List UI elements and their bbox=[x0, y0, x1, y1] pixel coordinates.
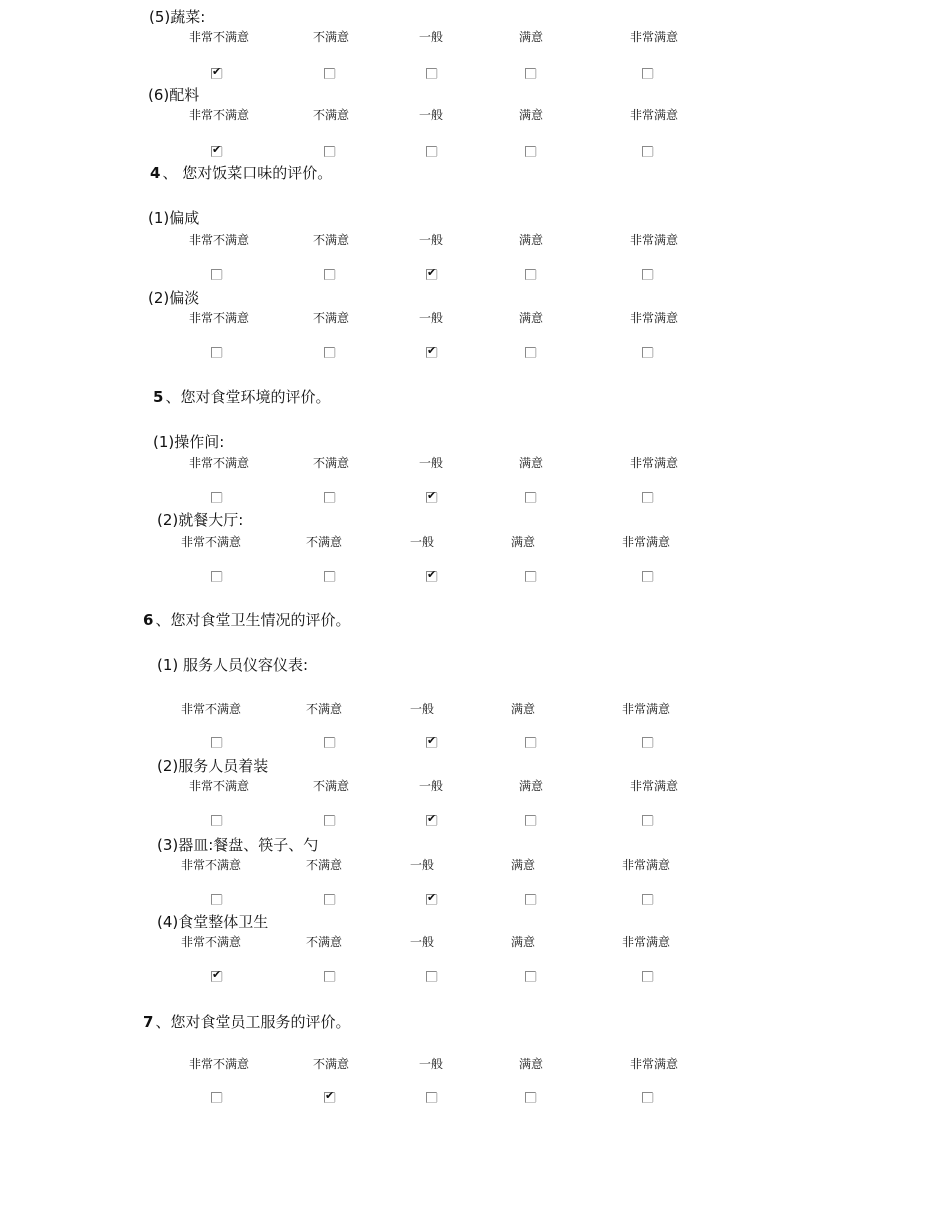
checkmark-icon: ✔ bbox=[427, 812, 437, 825]
option-label: 满意 bbox=[518, 456, 544, 470]
rating-item-title: (2)服务人员着装 bbox=[157, 757, 269, 775]
rating-checkbox[interactable] bbox=[426, 146, 437, 157]
rating-checkbox[interactable] bbox=[426, 344, 437, 358]
option-label: 非常满意 bbox=[629, 311, 679, 325]
checkmark-icon: ✔ bbox=[212, 968, 222, 981]
rating-checkbox[interactable] bbox=[211, 571, 222, 582]
option-label: 不满意 bbox=[305, 535, 343, 549]
option-label: 不满意 bbox=[312, 108, 350, 122]
option-label: 一般 bbox=[418, 233, 444, 247]
option-label: 一般 bbox=[409, 858, 435, 872]
option-label: 不满意 bbox=[312, 456, 350, 470]
rating-checkbox[interactable] bbox=[211, 65, 222, 79]
option-label: 非常不满意 bbox=[188, 311, 250, 325]
question-6-title bbox=[143, 611, 350, 629]
rating-item-title: (2)偏淡 bbox=[148, 289, 200, 307]
rating-checkbox[interactable] bbox=[642, 737, 653, 748]
rating-checkbox[interactable] bbox=[525, 146, 536, 157]
question-text: 您对食堂环境的评价。 bbox=[180, 388, 331, 406]
question-7-title bbox=[143, 1013, 350, 1031]
rating-checkbox[interactable] bbox=[642, 269, 653, 280]
question-text: 您对饭菜口味的评价。 bbox=[182, 164, 333, 182]
checkmark-icon: ✔ bbox=[427, 266, 437, 279]
checkmark-icon: ✔ bbox=[427, 489, 437, 502]
option-label: 一般 bbox=[409, 935, 435, 949]
question-4-title bbox=[150, 164, 332, 182]
option-label: 非常不满意 bbox=[180, 535, 242, 549]
option-label: 满意 bbox=[518, 108, 544, 122]
option-label: 非常不满意 bbox=[188, 233, 250, 247]
option-label: 一般 bbox=[418, 456, 444, 470]
option-label: 非常满意 bbox=[629, 30, 679, 44]
rating-item-title: (6)配料 bbox=[148, 86, 200, 104]
rating-checkbox[interactable] bbox=[426, 891, 437, 905]
option-label: 非常满意 bbox=[621, 535, 671, 549]
rating-checkbox[interactable] bbox=[324, 815, 335, 826]
rating-checkbox[interactable] bbox=[642, 347, 653, 358]
option-label: 不满意 bbox=[305, 935, 343, 949]
rating-checkbox[interactable] bbox=[211, 968, 222, 982]
rating-checkbox[interactable] bbox=[324, 146, 335, 157]
rating-checkbox[interactable] bbox=[642, 1092, 653, 1103]
option-label: 一般 bbox=[409, 535, 435, 549]
rating-item-title: (5)蔬菜: bbox=[149, 8, 206, 26]
rating-item-title: (2)就餐大厅: bbox=[157, 511, 244, 529]
option-label: 不满意 bbox=[305, 702, 343, 716]
checkmark-icon: ✔ bbox=[325, 1089, 335, 1102]
option-label: 满意 bbox=[518, 311, 544, 325]
rating-checkbox[interactable] bbox=[642, 894, 653, 905]
option-label: 非常不满意 bbox=[180, 858, 242, 872]
checkmark-icon: ✔ bbox=[212, 143, 222, 156]
rating-checkbox[interactable] bbox=[211, 143, 222, 157]
rating-checkbox[interactable] bbox=[426, 68, 437, 79]
option-label: 非常满意 bbox=[629, 108, 679, 122]
rating-item-title: (3)器皿:餐盘、筷子、勺 bbox=[157, 836, 319, 854]
option-label: 非常满意 bbox=[629, 1057, 679, 1071]
rating-checkbox[interactable] bbox=[525, 1092, 536, 1103]
question-text: 您对食堂卫生情况的评价。 bbox=[170, 611, 351, 629]
rating-item-title: (1)操作间: bbox=[153, 433, 225, 451]
option-label: 满意 bbox=[518, 779, 544, 793]
option-label: 满意 bbox=[510, 858, 536, 872]
rating-checkbox[interactable] bbox=[211, 347, 222, 358]
question-separator: 、 bbox=[155, 1013, 171, 1031]
option-label: 一般 bbox=[409, 702, 435, 716]
rating-checkbox[interactable] bbox=[525, 347, 536, 358]
option-label: 非常满意 bbox=[621, 702, 671, 716]
option-label: 一般 bbox=[418, 108, 444, 122]
rating-checkbox[interactable] bbox=[426, 971, 437, 982]
rating-checkbox[interactable] bbox=[324, 347, 335, 358]
option-label: 非常不满意 bbox=[188, 456, 250, 470]
checkmark-icon: ✔ bbox=[427, 734, 437, 747]
rating-checkbox[interactable] bbox=[211, 492, 222, 503]
rating-checkbox[interactable] bbox=[211, 815, 222, 826]
rating-checkbox[interactable] bbox=[642, 492, 653, 503]
option-label: 非常满意 bbox=[629, 779, 679, 793]
rating-checkbox[interactable] bbox=[324, 492, 335, 503]
option-label: 满意 bbox=[518, 1057, 544, 1071]
rating-item-title: (4)食堂整体卫生 bbox=[157, 913, 269, 931]
checkmark-icon: ✔ bbox=[212, 65, 222, 78]
rating-checkbox[interactable] bbox=[324, 971, 335, 982]
rating-item-title: (1) 服务人员仪容仪表: bbox=[157, 656, 309, 674]
rating-checkbox[interactable] bbox=[525, 68, 536, 79]
option-label: 不满意 bbox=[305, 858, 343, 872]
option-label: 不满意 bbox=[312, 233, 350, 247]
option-label: 不满意 bbox=[312, 30, 350, 44]
rating-checkbox[interactable] bbox=[211, 894, 222, 905]
question-number: 5 bbox=[153, 388, 164, 406]
rating-checkbox[interactable] bbox=[426, 812, 437, 826]
question-number: 4 bbox=[150, 164, 161, 182]
checkmark-icon: ✔ bbox=[427, 344, 437, 357]
option-label: 非常不满意 bbox=[188, 1057, 250, 1071]
question-separator: 、 bbox=[162, 164, 183, 182]
rating-checkbox[interactable] bbox=[211, 737, 222, 748]
rating-checkbox[interactable] bbox=[642, 68, 653, 79]
rating-checkbox[interactable] bbox=[525, 894, 536, 905]
rating-checkbox[interactable] bbox=[211, 269, 222, 280]
option-label: 非常不满意 bbox=[180, 702, 242, 716]
rating-checkbox[interactable] bbox=[642, 815, 653, 826]
rating-checkbox[interactable] bbox=[426, 1092, 437, 1103]
rating-item-title: (1)偏咸 bbox=[148, 209, 200, 227]
rating-checkbox[interactable] bbox=[642, 146, 653, 157]
rating-checkbox[interactable] bbox=[525, 815, 536, 826]
option-label: 一般 bbox=[418, 1057, 444, 1071]
rating-checkbox[interactable] bbox=[525, 269, 536, 280]
question-separator: 、 bbox=[165, 388, 181, 406]
option-label: 一般 bbox=[418, 30, 444, 44]
option-label: 非常满意 bbox=[629, 456, 679, 470]
rating-checkbox[interactable] bbox=[525, 571, 536, 582]
option-label: 不满意 bbox=[312, 779, 350, 793]
checkmark-icon: ✔ bbox=[427, 891, 437, 904]
rating-checkbox[interactable] bbox=[211, 1092, 222, 1103]
option-label: 非常满意 bbox=[621, 858, 671, 872]
question-5-title bbox=[153, 388, 330, 406]
question-separator: 、 bbox=[155, 611, 171, 629]
rating-checkbox[interactable] bbox=[642, 571, 653, 582]
option-label: 非常满意 bbox=[629, 233, 679, 247]
option-label: 非常满意 bbox=[621, 935, 671, 949]
rating-checkbox[interactable] bbox=[426, 734, 437, 748]
option-label: 非常不满意 bbox=[188, 108, 250, 122]
option-label: 一般 bbox=[418, 311, 444, 325]
rating-checkbox[interactable] bbox=[324, 894, 335, 905]
option-label: 不满意 bbox=[312, 1057, 350, 1071]
rating-checkbox[interactable] bbox=[642, 971, 653, 982]
option-label: 满意 bbox=[518, 233, 544, 247]
rating-checkbox[interactable] bbox=[324, 571, 335, 582]
option-label: 满意 bbox=[510, 935, 536, 949]
option-label: 满意 bbox=[518, 30, 544, 44]
rating-checkbox[interactable] bbox=[426, 489, 437, 503]
question-number: 7 bbox=[143, 1013, 154, 1031]
option-label: 非常不满意 bbox=[188, 779, 250, 793]
option-label: 满意 bbox=[510, 535, 536, 549]
rating-checkbox[interactable] bbox=[525, 492, 536, 503]
option-label: 非常不满意 bbox=[188, 30, 250, 44]
option-label: 非常不满意 bbox=[180, 935, 242, 949]
rating-checkbox[interactable] bbox=[324, 269, 335, 280]
rating-checkbox[interactable] bbox=[324, 737, 335, 748]
rating-checkbox[interactable] bbox=[525, 971, 536, 982]
checkmark-icon: ✔ bbox=[427, 568, 437, 581]
rating-checkbox[interactable] bbox=[426, 266, 437, 280]
rating-checkbox[interactable] bbox=[324, 68, 335, 79]
option-label: 一般 bbox=[418, 779, 444, 793]
option-label: 满意 bbox=[510, 702, 536, 716]
option-label: 不满意 bbox=[312, 311, 350, 325]
rating-checkbox[interactable] bbox=[324, 1089, 335, 1103]
rating-checkbox[interactable] bbox=[426, 568, 437, 582]
question-number: 6 bbox=[143, 611, 154, 629]
rating-checkbox[interactable] bbox=[525, 737, 536, 748]
question-text: 您对食堂员工服务的评价。 bbox=[170, 1013, 351, 1031]
